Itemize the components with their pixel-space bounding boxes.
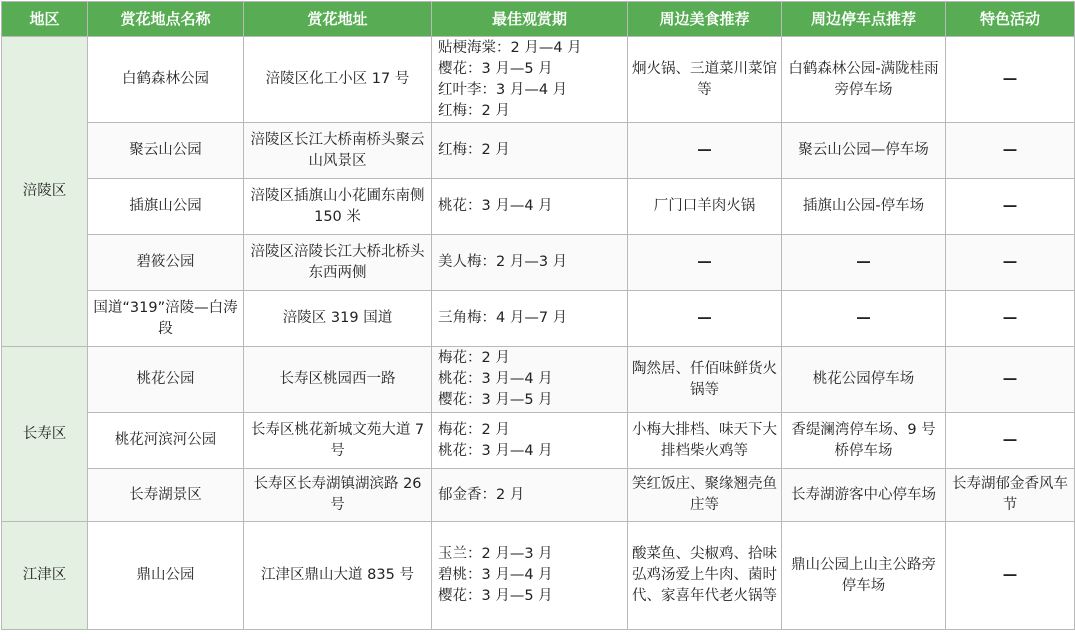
period-line: 梅花：2 月 bbox=[438, 350, 510, 366]
place-name: 国道“319”涪陵—白涛段 bbox=[88, 291, 244, 347]
header-row bbox=[2, 2, 1075, 37]
special-activity: — bbox=[946, 179, 1075, 235]
best-period bbox=[432, 469, 628, 522]
place-name: 白鹤森林公园 bbox=[88, 37, 244, 123]
region-cell: 涪陵区 bbox=[2, 37, 88, 347]
period-line: 贴梗海棠：2 月—4 月 bbox=[438, 39, 582, 56]
place-address: 涪陵区化工小区 17 号 bbox=[244, 37, 432, 123]
special-activity: — bbox=[946, 291, 1075, 347]
place-address: 江津区鼎山大道 835 号 bbox=[244, 522, 432, 630]
best-period bbox=[432, 235, 628, 291]
period-line: 桃花：3 月—4 月 bbox=[438, 371, 553, 387]
special-activity: 长寿湖郁金香风车节 bbox=[946, 469, 1075, 522]
parking-recommendation: — bbox=[782, 235, 946, 291]
header-parking: 周边停车点推荐 bbox=[782, 2, 946, 37]
header-address: 赏花地址 bbox=[244, 2, 432, 37]
place-address: 涪陵区长江大桥南桥头聚云山风景区 bbox=[244, 123, 432, 179]
place-address: 涪陵区涪陵长江大桥北桥头东西两侧 bbox=[244, 235, 432, 291]
parking-recommendation: 桃花公园停车场 bbox=[782, 347, 946, 413]
place-name: 长寿湖景区 bbox=[88, 469, 244, 522]
table-row bbox=[2, 235, 1075, 291]
period-line: 三角梅：4 月—7 月 bbox=[438, 310, 568, 326]
parking-recommendation: 香缇澜湾停车场、9 号桥停车场 bbox=[782, 413, 946, 469]
place-name: 插旗山公园 bbox=[88, 179, 244, 235]
food-recommendation: 厂门口羊肉火锅 bbox=[628, 179, 782, 235]
best-period bbox=[432, 179, 628, 235]
best-period bbox=[432, 37, 628, 123]
parking-recommendation: 插旗山公园-停车场 bbox=[782, 179, 946, 235]
food-recommendation: 酸菜鱼、尖椒鸡、拾味弘鸡汤爱上牛肉、菌时代、家喜年代老火锅等 bbox=[628, 522, 782, 630]
special-activity: — bbox=[946, 123, 1075, 179]
best-period bbox=[432, 347, 628, 413]
food-recommendation: — bbox=[628, 291, 782, 347]
period-line: 桃花：3 月—4 月 bbox=[438, 198, 553, 214]
place-name: 桃花河滨河公园 bbox=[88, 413, 244, 469]
parking-recommendation: 白鹤森林公园-满陇桂雨旁停车场 bbox=[782, 37, 946, 123]
food-recommendation: — bbox=[628, 235, 782, 291]
period-line: 碧桃：3 月—4 月 bbox=[438, 567, 553, 583]
best-period bbox=[432, 522, 628, 630]
place-address: 长寿区桃园西一路 bbox=[244, 347, 432, 413]
region-cell: 长寿区 bbox=[2, 347, 88, 522]
header-period: 最佳观赏期 bbox=[432, 2, 628, 37]
food-recommendation: — bbox=[628, 123, 782, 179]
best-period bbox=[432, 413, 628, 469]
table-row bbox=[2, 413, 1075, 469]
place-address: 长寿区桃花新城文苑大道 7 号 bbox=[244, 413, 432, 469]
header-name: 赏花地点名称 bbox=[88, 2, 244, 37]
parking-recommendation: 长寿湖游客中心停车场 bbox=[782, 469, 946, 522]
place-name: 碧筱公园 bbox=[88, 235, 244, 291]
period-line: 红梅：2 月 bbox=[438, 142, 510, 158]
period-line: 红叶李：3 月—4 月 bbox=[438, 81, 568, 98]
table-row bbox=[2, 291, 1075, 347]
best-period bbox=[432, 123, 628, 179]
header-food: 周边美食推荐 bbox=[628, 2, 782, 37]
special-activity: — bbox=[946, 413, 1075, 469]
parking-recommendation: — bbox=[782, 291, 946, 347]
period-line: 梅花：2 月 bbox=[438, 421, 510, 438]
flower-viewing-table bbox=[1, 1, 1075, 630]
special-activity: — bbox=[946, 235, 1075, 291]
period-line: 桃花：3 月—4 月 bbox=[438, 442, 553, 459]
period-line: 樱花：3 月—5 月 bbox=[438, 60, 553, 77]
table-row bbox=[2, 347, 1075, 413]
table-row bbox=[2, 522, 1075, 630]
period-line: 郁金香：2 月 bbox=[438, 486, 525, 503]
region-cell: 江津区 bbox=[2, 522, 88, 630]
period-line: 樱花：3 月—5 月 bbox=[438, 588, 553, 604]
period-line: 美人梅：2 月—3 月 bbox=[438, 254, 568, 270]
table-row bbox=[2, 179, 1075, 235]
parking-recommendation: 鼎山公园上山主公路旁停车场 bbox=[782, 522, 946, 630]
special-activity: — bbox=[946, 347, 1075, 413]
place-name: 鼎山公园 bbox=[88, 522, 244, 630]
header-region: 地区 bbox=[2, 2, 88, 37]
place-name: 桃花公园 bbox=[88, 347, 244, 413]
food-recommendation: 笑红饭庄、聚缘翘壳鱼庄等 bbox=[628, 469, 782, 522]
period-line: 玉兰：2 月—3 月 bbox=[438, 546, 553, 562]
place-address: 长寿区长寿湖镇湖滨路 26 号 bbox=[244, 469, 432, 522]
table-row bbox=[2, 469, 1075, 522]
best-period bbox=[432, 291, 628, 347]
parking-recommendation: 聚云山公园—停车场 bbox=[782, 123, 946, 179]
food-recommendation: 小梅大排档、味天下大排档柴火鸡等 bbox=[628, 413, 782, 469]
period-line: 红梅：2 月 bbox=[438, 102, 510, 119]
table-row bbox=[2, 37, 1075, 123]
special-activity: — bbox=[946, 37, 1075, 123]
food-recommendation: 炯火锅、三道菜川菜馆等 bbox=[628, 37, 782, 123]
special-activity: — bbox=[946, 522, 1075, 630]
place-name: 聚云山公园 bbox=[88, 123, 244, 179]
place-address: 涪陵区 319 国道 bbox=[244, 291, 432, 347]
period-line: 樱花：3 月—5 月 bbox=[438, 392, 553, 408]
header-activity: 特色活动 bbox=[946, 2, 1075, 37]
table-row bbox=[2, 123, 1075, 179]
place-address: 涪陵区插旗山小花圃东南侧 150 米 bbox=[244, 179, 432, 235]
food-recommendation: 陶然居、仟佰味鲜货火锅等 bbox=[628, 347, 782, 413]
